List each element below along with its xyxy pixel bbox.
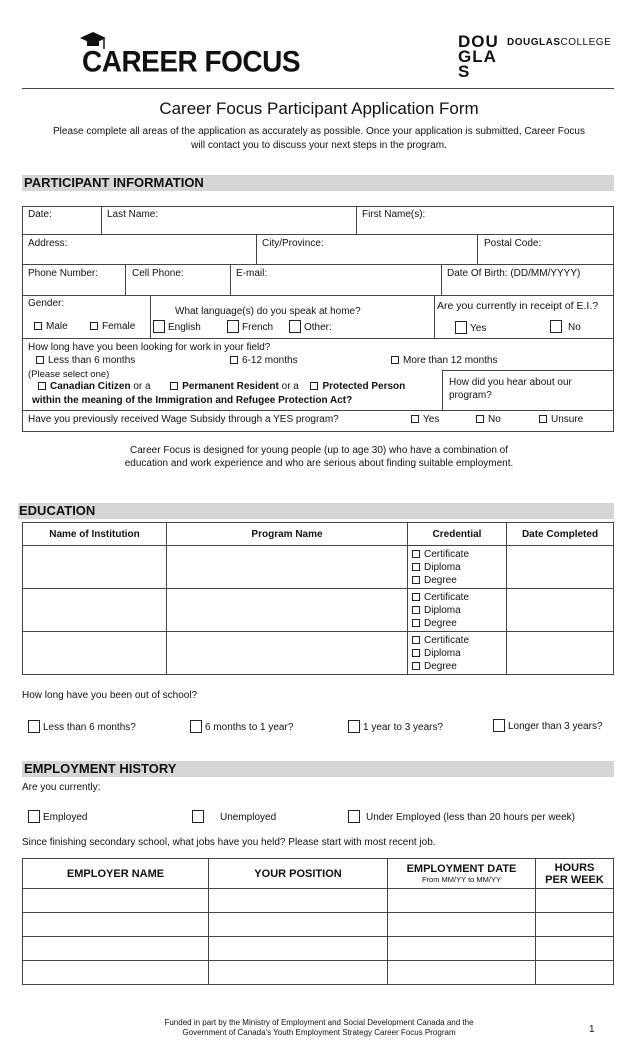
- status-underemployed[interactable]: Under Employed (less than 20 hours per week): [348, 810, 575, 823]
- date-cell[interactable]: [388, 937, 536, 961]
- date-field[interactable]: Date:: [28, 209, 52, 220]
- program-cell[interactable]: [167, 546, 408, 589]
- last-name-field[interactable]: Last Name:: [107, 209, 159, 220]
- address-field[interactable]: Address:: [28, 238, 68, 249]
- underemployed-checkbox[interactable]: [348, 810, 360, 823]
- credential-cell: Certificate Diploma Degree: [408, 546, 507, 589]
- table-row: [23, 961, 614, 985]
- wage-unsure-option[interactable]: Unsure: [539, 414, 583, 425]
- table-row: [23, 632, 614, 675]
- education-section-bar: [18, 503, 614, 519]
- col-program: Program Name: [167, 523, 408, 546]
- wage-no-option[interactable]: No: [476, 414, 501, 425]
- currently-question: Are you currently:: [22, 782, 101, 793]
- employment-section-title: EMPLOYMENT HISTORY: [24, 761, 177, 776]
- wage-no-checkbox[interactable]: [476, 415, 484, 423]
- less6-checkbox[interactable]: [36, 356, 44, 364]
- date-cell[interactable]: [388, 913, 536, 937]
- table-row: [23, 937, 614, 961]
- education-section-title: EDUCATION: [19, 503, 96, 518]
- other-option[interactable]: Other:: [289, 320, 332, 333]
- position-cell[interactable]: [209, 937, 388, 961]
- hours-cell[interactable]: [536, 961, 614, 985]
- footer-line-1: Funded in part by the Ministry of Employment and Social Development Canada and the: [164, 1018, 474, 1027]
- diploma-checkbox[interactable]: [412, 563, 420, 571]
- career-focus-logo: [70, 30, 301, 82]
- english-option[interactable]: English: [153, 320, 201, 333]
- school-option-6to12[interactable]: 6 months to 1 year?: [190, 720, 293, 733]
- status-line: Canadian Citizen or a Permanent Resident or a Protected Person: [38, 381, 405, 392]
- male-checkbox[interactable]: [34, 322, 42, 330]
- postal-field[interactable]: Postal Code:: [484, 238, 542, 249]
- employer-cell[interactable]: [23, 937, 209, 961]
- employer-cell[interactable]: [23, 913, 209, 937]
- 6to12-school-checkbox[interactable]: [190, 720, 202, 733]
- position-cell[interactable]: [209, 913, 388, 937]
- school-option-less6[interactable]: Less than 6 months?: [28, 720, 136, 733]
- employed-checkbox[interactable]: [28, 810, 40, 823]
- header-divider: [22, 88, 614, 89]
- institution-cell[interactable]: [23, 589, 167, 632]
- less6-school-checkbox[interactable]: [28, 720, 40, 733]
- hear-question-1: How did you hear about our: [449, 377, 572, 388]
- col-date-completed: Date Completed: [507, 523, 614, 546]
- ei-no-checkbox[interactable]: [550, 320, 562, 333]
- col-credential: Credential: [408, 523, 507, 546]
- hours-cell[interactable]: [536, 913, 614, 937]
- participant-section-title: PARTICIPANT INFORMATION: [24, 175, 204, 190]
- brand-title: CAREER FOCUS: [82, 45, 301, 78]
- col-position: YOUR POSITION: [209, 859, 388, 889]
- degree-checkbox[interactable]: [412, 662, 420, 670]
- page-number: 1: [589, 1024, 595, 1035]
- form-title: Career Focus Participant Application Form: [159, 99, 479, 118]
- six12-option[interactable]: 6-12 months: [230, 355, 298, 366]
- col-hours: HOURS PER WEEK: [536, 859, 614, 889]
- hours-cell[interactable]: [536, 889, 614, 913]
- french-checkbox[interactable]: [227, 320, 239, 333]
- intro-line-2: will contact you to discuss your next steps in the program.: [191, 140, 447, 151]
- french-option[interactable]: French: [227, 320, 273, 333]
- hours-cell[interactable]: [536, 937, 614, 961]
- email-field[interactable]: E-mail:: [236, 268, 268, 279]
- female-option[interactable]: Female: [90, 321, 135, 332]
- wage-unsure-checkbox[interactable]: [539, 415, 547, 423]
- col-employer: EMPLOYER NAME: [23, 859, 209, 889]
- resident-checkbox[interactable]: [170, 382, 178, 390]
- footer-line-2: Government of Canada's Youth Employment Strategy Career Focus Program: [182, 1028, 456, 1037]
- date-cell[interactable]: [388, 889, 536, 913]
- employer-cell[interactable]: [23, 889, 209, 913]
- date-completed-cell[interactable]: [507, 589, 614, 632]
- institution-cell[interactable]: [23, 632, 167, 675]
- first-name-field[interactable]: First Name(s):: [362, 209, 426, 220]
- col-institution: Name of Institution: [23, 523, 167, 546]
- wage-yes-option[interactable]: Yes: [411, 414, 439, 425]
- longer3-school-checkbox[interactable]: [493, 719, 505, 732]
- more12-checkbox[interactable]: [391, 356, 399, 364]
- select-one-note: (Please select one): [28, 369, 110, 380]
- douglas-logo-mark: DOUGLAS: [458, 32, 499, 81]
- certificate-checkbox[interactable]: [412, 636, 420, 644]
- jobs-question: Since finishing secondary school, what jobs have you held? Please start with most recent job.: [22, 837, 436, 848]
- english-checkbox[interactable]: [153, 320, 165, 333]
- dob-field[interactable]: Date Of Birth: (DD/MM/YYYY): [447, 268, 581, 279]
- certificate-checkbox[interactable]: [412, 550, 420, 558]
- table-row: [23, 589, 614, 632]
- education-table: [22, 522, 614, 675]
- 1to3-school-checkbox[interactable]: [348, 720, 360, 733]
- degree-checkbox[interactable]: [412, 576, 420, 584]
- program-cell[interactable]: [167, 632, 408, 675]
- eligibility-note-2: education and work experience and who are serious about finding suitable employment.: [124, 458, 514, 469]
- status-unemployed[interactable]: Unemployed: [192, 810, 276, 823]
- col-employment-date: EMPLOYMENT DATE From MM/YY to MM/YY: [388, 859, 536, 889]
- certificate-checkbox[interactable]: [412, 593, 420, 601]
- language-question: What language(s) do you speak at home?: [175, 306, 361, 317]
- intro-line-1: Please complete all areas of the application as accurately as possible. Once your application is submitted, Career Focus: [53, 126, 585, 137]
- male-option[interactable]: Male: [34, 321, 68, 332]
- institution-cell[interactable]: [23, 546, 167, 589]
- cell-field[interactable]: Cell Phone:: [132, 268, 184, 279]
- college-name: DOUGLASCOLLEGE: [507, 37, 612, 48]
- gender-label: Gender:: [28, 298, 65, 309]
- date-completed-cell[interactable]: [507, 632, 614, 675]
- employer-cell[interactable]: [23, 961, 209, 985]
- protected-definition: within the meaning of the Immigration and Refugee Protection Act?: [32, 395, 353, 406]
- table-row: [23, 889, 614, 913]
- female-checkbox[interactable]: [90, 322, 98, 330]
- eligibility-note-1: Career Focus is designed for young people (up to age 30) who have a combination of: [129, 445, 508, 456]
- less6-option[interactable]: Less than 6 months: [36, 355, 135, 366]
- credential-cell: Certificate Diploma Degree: [408, 589, 507, 632]
- diploma-checkbox[interactable]: [412, 606, 420, 614]
- wage-yes-checkbox[interactable]: [411, 415, 419, 423]
- school-option-longer3[interactable]: Longer than 3 years?: [493, 719, 603, 732]
- ei-yes-option[interactable]: Yes: [455, 321, 486, 334]
- program-cell[interactable]: [167, 589, 408, 632]
- protected-checkbox[interactable]: [310, 382, 318, 390]
- date-completed-cell[interactable]: [507, 546, 614, 589]
- position-cell[interactable]: [209, 889, 388, 913]
- table-row: [23, 913, 614, 937]
- school-option-1to3[interactable]: 1 year to 3 years?: [348, 720, 443, 733]
- ei-question: Are you currently in receipt of E.I.?: [437, 300, 599, 312]
- six12-checkbox[interactable]: [230, 356, 238, 364]
- employment-table: [22, 858, 614, 985]
- other-checkbox[interactable]: [289, 320, 301, 333]
- credential-cell: Certificate Diploma Degree: [408, 632, 507, 675]
- looking-question: How long have you been looking for work in your field?: [28, 342, 271, 353]
- hear-question-2: program?: [449, 390, 492, 401]
- diploma-checkbox[interactable]: [412, 649, 420, 657]
- city-field[interactable]: City/Province:: [262, 238, 324, 249]
- ei-yes-checkbox[interactable]: [455, 321, 467, 334]
- status-employed[interactable]: Employed: [28, 810, 87, 823]
- table-row: [23, 546, 614, 589]
- date-cell[interactable]: [388, 961, 536, 985]
- wage-question: Have you previously received Wage Subsidy through a YES program?: [28, 414, 339, 425]
- out-of-school-question: How long have you been out of school?: [22, 690, 198, 701]
- degree-checkbox[interactable]: [412, 619, 420, 627]
- unemployed-checkbox[interactable]: [192, 810, 204, 823]
- phone-field[interactable]: Phone Number:: [28, 268, 99, 279]
- citizen-checkbox[interactable]: [38, 382, 46, 390]
- ei-no-option[interactable]: No: [550, 320, 581, 333]
- position-cell[interactable]: [209, 961, 388, 985]
- more12-option[interactable]: More than 12 months: [391, 355, 498, 366]
